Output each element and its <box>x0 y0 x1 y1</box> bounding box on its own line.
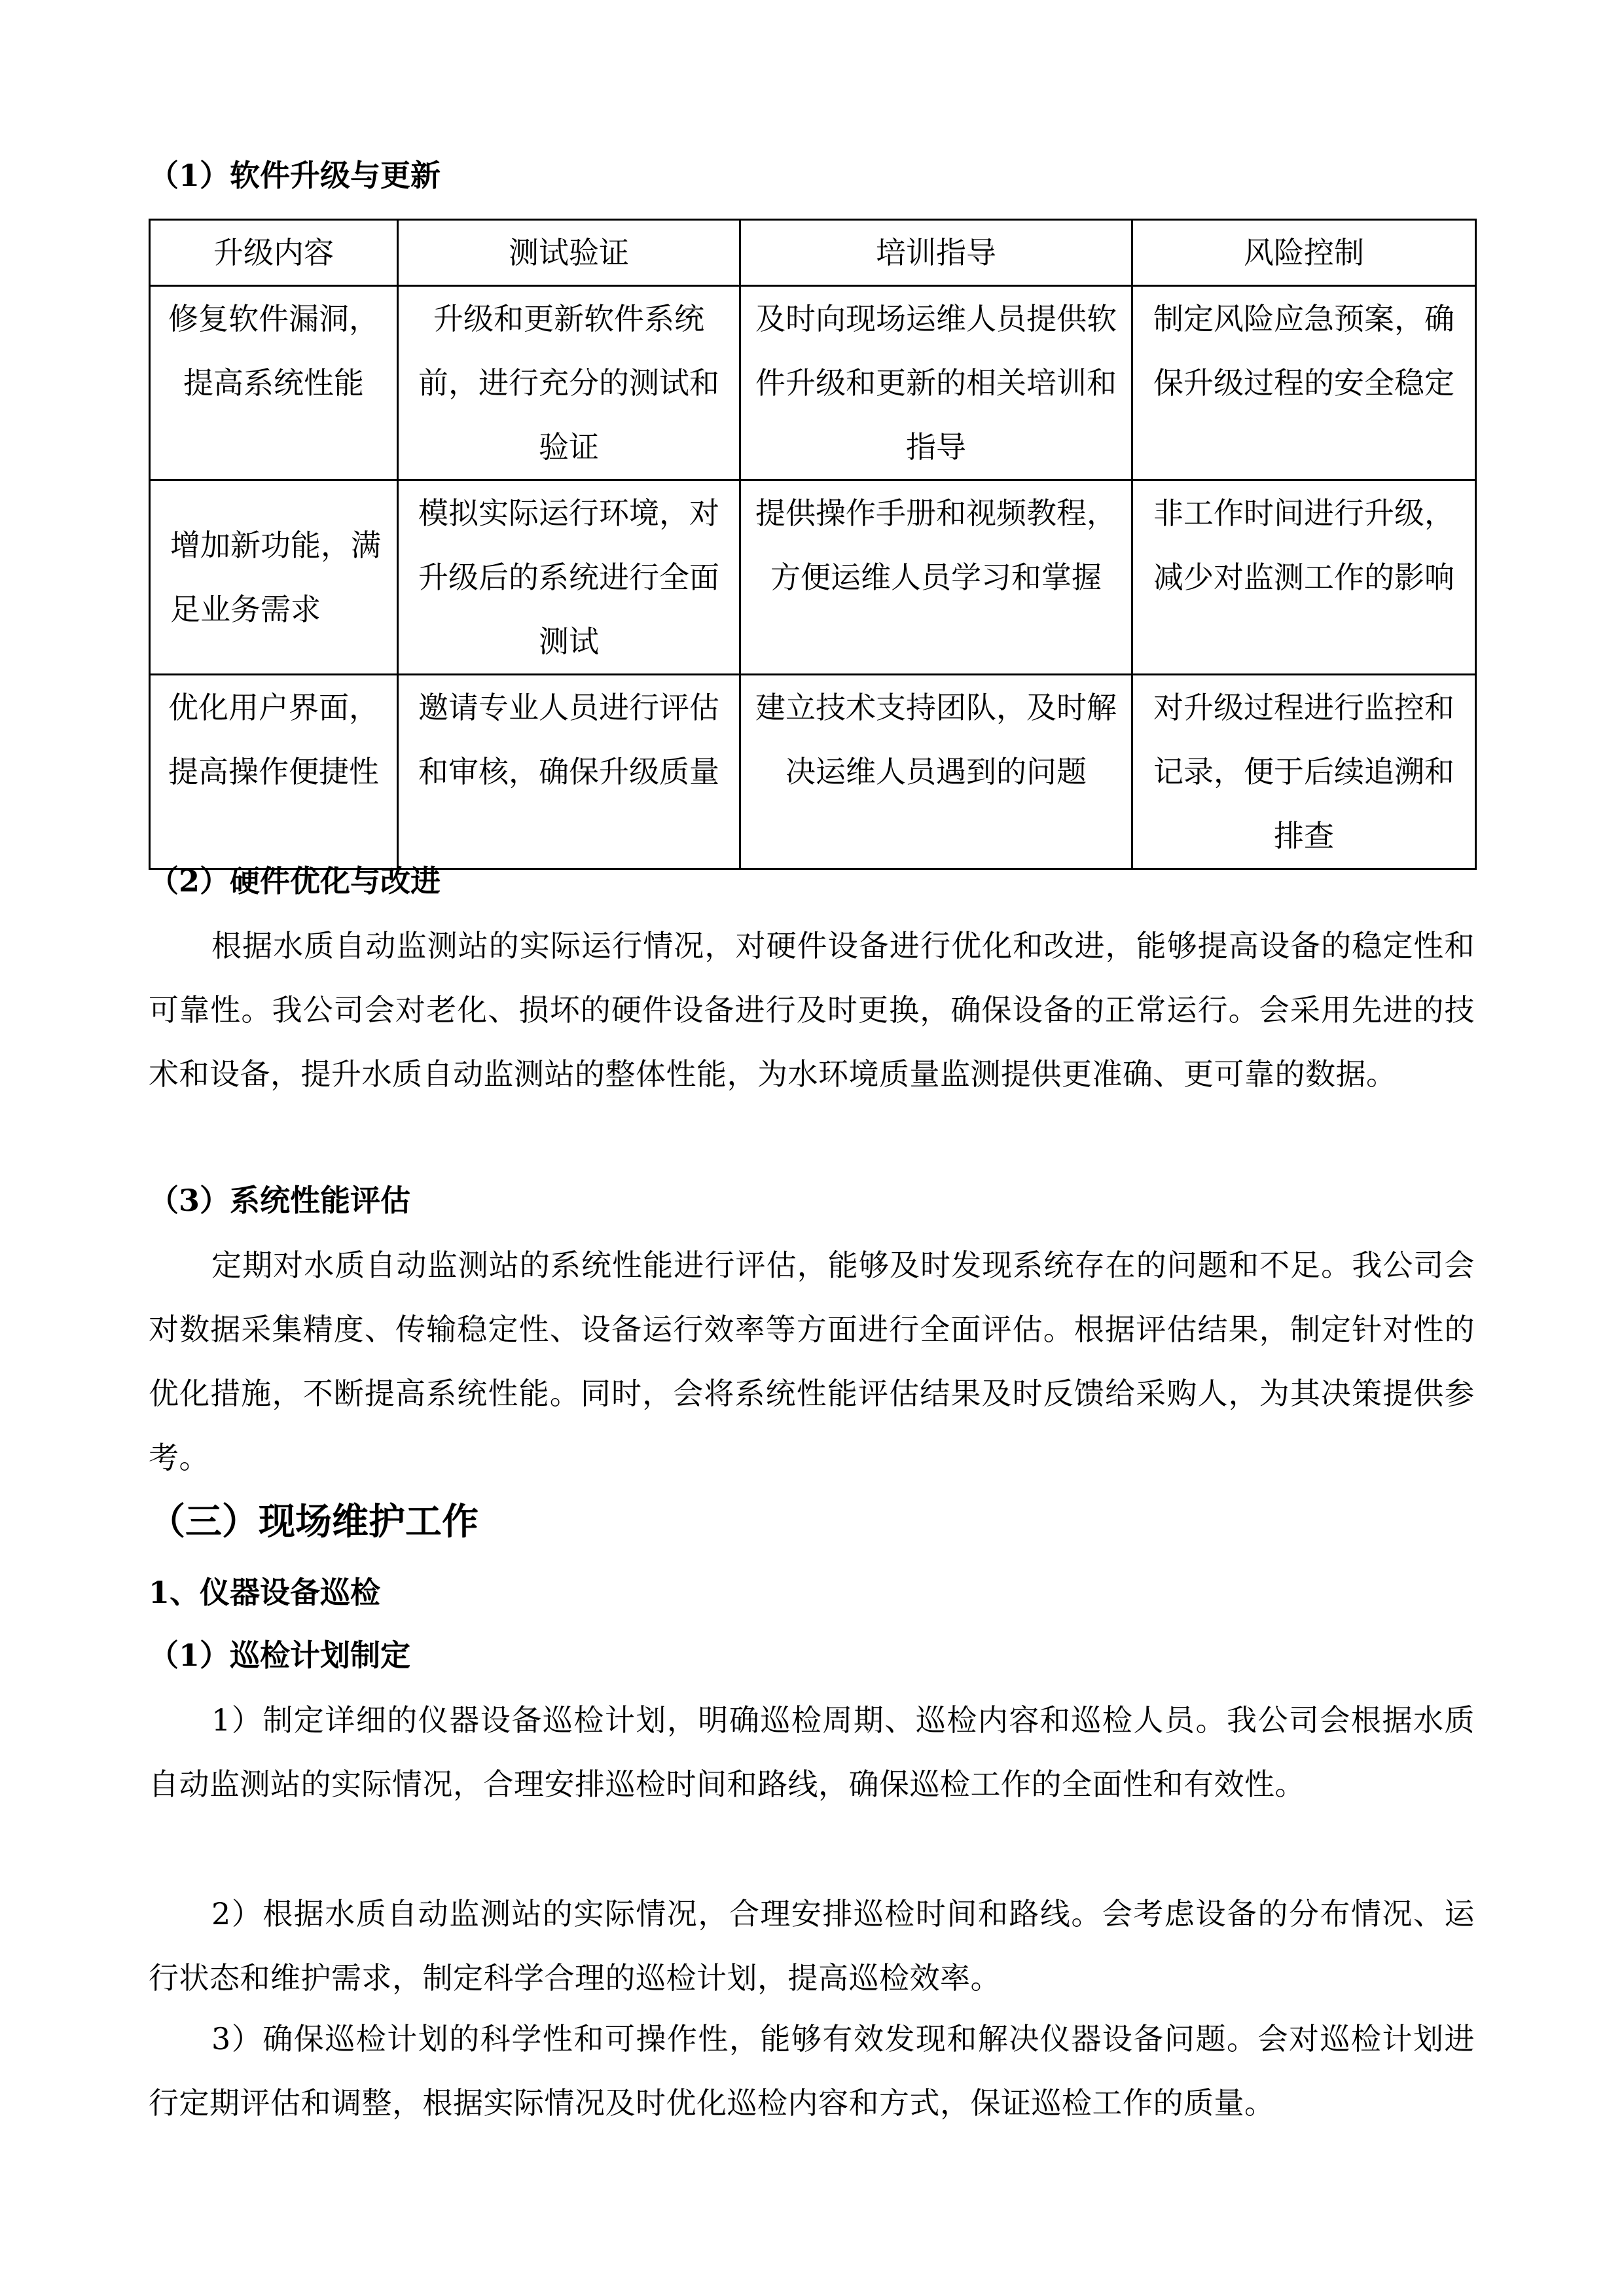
table-cell: 对升级过程进行监控和记录，便于后续追溯和排查 <box>1132 675 1476 869</box>
table-row <box>150 286 1476 480</box>
heading-software-upgrade: （1）软件升级与更新 <box>149 158 441 193</box>
upgrade-table <box>149 219 1477 870</box>
table-cell: 增加新功能，满足业务需求 <box>150 480 398 675</box>
heading-performance-evaluation: （3）系统性能评估 <box>149 1183 411 1218</box>
paragraph-plan-1: 1）制定详细的仪器设备巡检计划，明确巡检周期、巡检内容和巡检人员。我公司会根据水质自动监测站的实际情况，合理安排巡检时间和路线，确保巡检工作的全面性和有效性。 <box>149 1702 1475 1802</box>
paragraph-performance: 定期对水质自动监测站的系统性能进行评估，能够及时发现系统存在的问题和不足。我公司会对数据采集精度、传输稳定性、设备运行效率等方面进行全面评估。根据评估结果，制定针对性的优化措施，不断提高系统性能。同时，会将系统性能评估结果及时反馈给采购人，为其决策提供参考。 <box>149 1247 1475 1475</box>
table-cell: 邀请专业人员进行评估和审核，确保升级质量 <box>398 675 740 869</box>
heading-inspection-plan: （1）巡检计划制定 <box>149 1638 411 1673</box>
heading-onsite-maintenance: （三）现场维护工作 <box>149 1500 478 1543</box>
heading-equipment-inspection: 1、仪器设备巡检 <box>149 1575 381 1610</box>
table-row <box>150 675 1476 869</box>
table-row <box>150 480 1476 675</box>
table-header-cell: 测试验证 <box>398 220 740 286</box>
paragraph-plan-3: 3）确保巡检计划的科学性和可操作性，能够有效发现和解决仪器设备问题。会对巡检计划进行定期评估和调整，根据实际情况及时优化巡检内容和方式，保证巡检工作的质量。 <box>149 2021 1475 2121</box>
table-cell: 修复软件漏洞，提高系统性能 <box>150 286 398 480</box>
table-header-cell: 风险控制 <box>1132 220 1476 286</box>
table-cell: 建立技术支持团队，及时解决运维人员遇到的问题 <box>740 675 1132 869</box>
table-cell: 非工作时间进行升级，减少对监测工作的影响 <box>1132 480 1476 675</box>
table-header-row <box>150 220 1476 286</box>
paragraph-hardware: 根据水质自动监测站的实际运行情况，对硬件设备进行优化和改进，能够提高设备的稳定性和可靠性。我公司会对老化、损坏的硬件设备进行及时更换，确保设备的正常运行。会采用先进的技术和设备，提升水质自动监测站的整体性能，为水环境质量监测提供更准确、更可靠的数据。 <box>149 928 1475 1092</box>
table-header-cell: 培训指导 <box>740 220 1132 286</box>
table-cell: 提供操作手册和视频教程，方便运维人员学习和掌握 <box>740 480 1132 675</box>
table-header-cell: 升级内容 <box>150 220 398 286</box>
table-cell: 及时向现场运维人员提供软件升级和更新的相关培训和指导 <box>740 286 1132 480</box>
table-cell: 升级和更新软件系统前，进行充分的测试和验证 <box>398 286 740 480</box>
table-cell: 优化用户界面，提高操作便捷性 <box>150 675 398 869</box>
table-cell: 制定风险应急预案，确保升级过程的安全稳定 <box>1132 286 1476 480</box>
heading-hardware-optimization: （2）硬件优化与改进 <box>149 863 441 899</box>
paragraph-plan-2: 2）根据水质自动监测站的实际情况，合理安排巡检时间和路线。会考虑设备的分布情况、运行状态和维护需求，制定科学合理的巡检计划，提高巡检效率。 <box>149 1896 1475 1996</box>
table-cell: 模拟实际运行环境，对升级后的系统进行全面测试 <box>398 480 740 675</box>
